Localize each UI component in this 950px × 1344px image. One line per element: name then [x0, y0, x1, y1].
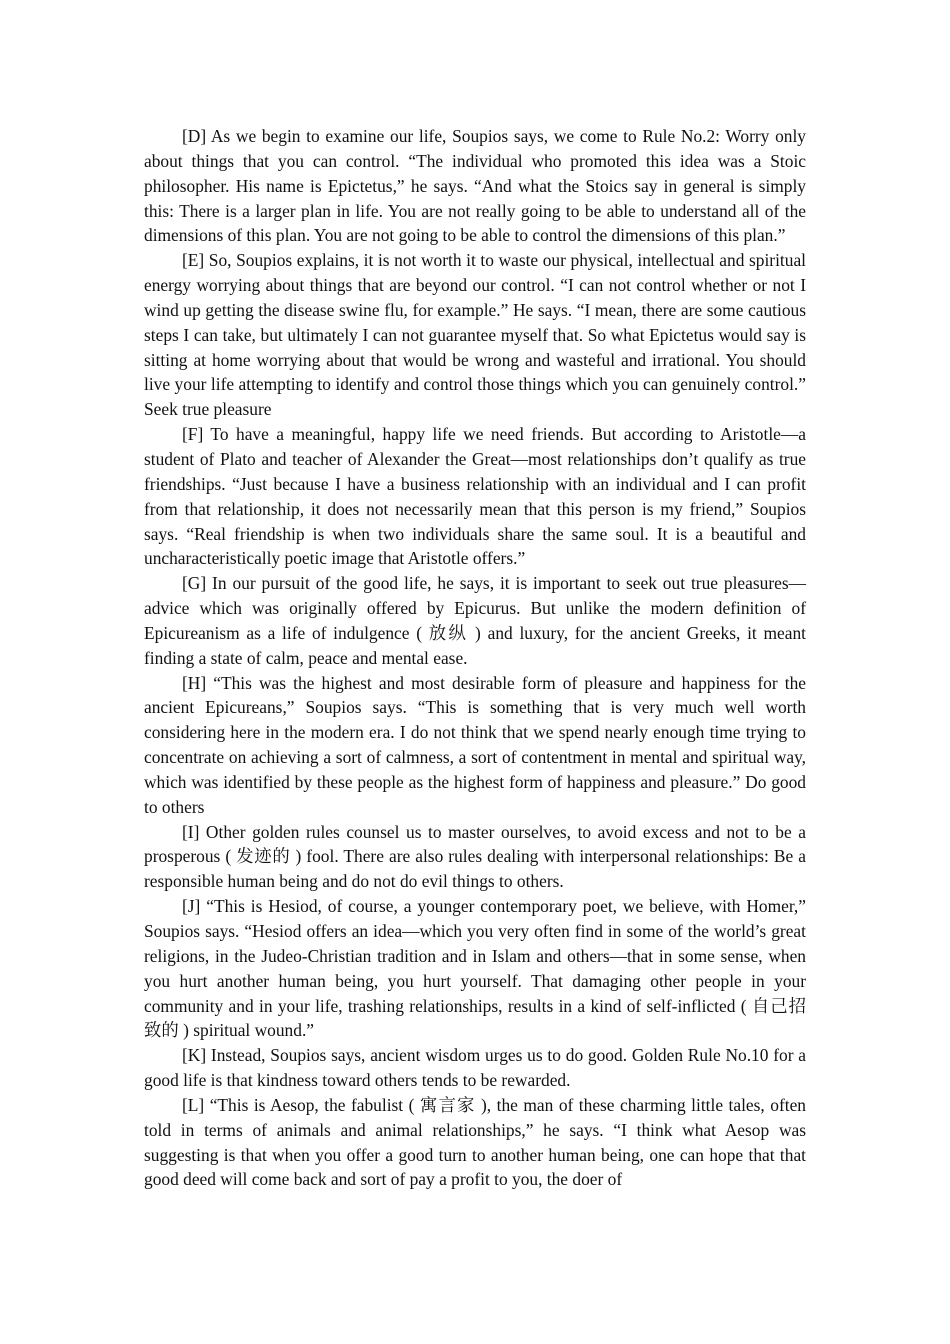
paragraph-k: [K] Instead, Soupios says, ancient wisdom urges us to do good. Golden Rule No.10 for a good life is that kindness toward others tends to be rewarded. — [144, 1045, 806, 1091]
paragraph-f: [F] To have a meaningful, happy life we need friends. But according to Aristotle—a student of Plato and teacher of Alexander the Great—most relationships don’t qualify as true friendships. “Just because I have a business relationship with an individual and I can profit from that relationship, it does not necessarily mean that this person is my friend,” Soupios says. “Real friendship is when two individuals share the same soul. It is a beautiful and uncharacteristically poetic image that Aristotle offers.” — [144, 424, 806, 569]
paragraph-d: [D] As we begin to examine our life, Soupios says, we come to Rule No.2: Worry only about things that you can control. “The individual who promoted this idea was a Stoic philosopher. His name is Epictetus,” he says. “And what the Stoics say in general is simply this: There is a larger plan in life. You are not really going to be able to understand all of the dimensions of this plan. You are not going to be able to control the dimensions of this plan.” — [144, 126, 806, 246]
paragraph-l: [L] “This is Aesop, the fabulist ( 寓言家 ), the man of these charming little tales, often told in terms of animals and animal relationships,” he says. “I think what Aesop was suggesting is that when you offer a good turn to another human being, one can hope that that good deed will come back and sort of pay a profit to you, the doer of — [144, 1094, 806, 1190]
paragraph-h: [H] “This was the highest and most desirable form of pleasure and happiness for the ancient Epicureans,” Soupios says. “This is something that is very much well worth considering here in the modern era. I do not think that we spend nearly enough time trying to concentrate on achieving a sort of calmness, a sort of contentment in mental and spiritual way, which was identified by these people as the highest form of happiness and pleasure.” Do good to others — [144, 672, 806, 817]
paragraph-e: [E] So, Soupios explains, it is not worth it to waste our physical, intellectual and spiritual energy worrying about things that are beyond our control. “I can not control whether or not I wind up getting the disease swine flu, for example.” He says. “I mean, there are some cautious steps I can take, but ultimately I can not guarantee myself that. So what Epictetus would say is sitting at home worrying about that would be wrong and wasteful and irrational. You should live your life attempting to identify and control those things which you can genuinely control.” Seek true pleasure — [144, 250, 806, 420]
paragraph-g: [G] In our pursuit of the good life, he says, it is important to seek out true pleasures—advice which was originally offered by Epicurus. But unlike the modern definition of Epicureanism as a life of indulgence ( 放纵 ) and luxury, for the ancient Greeks, it meant finding a state of calm, peace and mental ease. — [144, 573, 806, 668]
document-page — [144, 124, 806, 1192]
paragraph-j: [J] “This is Hesiod, of course, a younger contemporary poet, we believe, with Homer,” Soupios says. “Hesiod offers an idea—which you very often find in some of the world’s great religions, in the Judeo-Christian tradition and in Islam and others—that in some sense, when you hurt another human being, you hurt yourself. That damaging other people in your community and in your life, trashing relationships, results in a kind of self-inflicted ( 自己招致的 ) spiritual wound.” — [144, 896, 806, 1041]
paragraph-i: [I] Other golden rules counsel us to master ourselves, to avoid excess and not to be a prosperous ( 发迹的 ) fool. There are also rules dealing with interpersonal relationships: Be a responsible human being and do not do evil things to others. — [144, 821, 806, 892]
